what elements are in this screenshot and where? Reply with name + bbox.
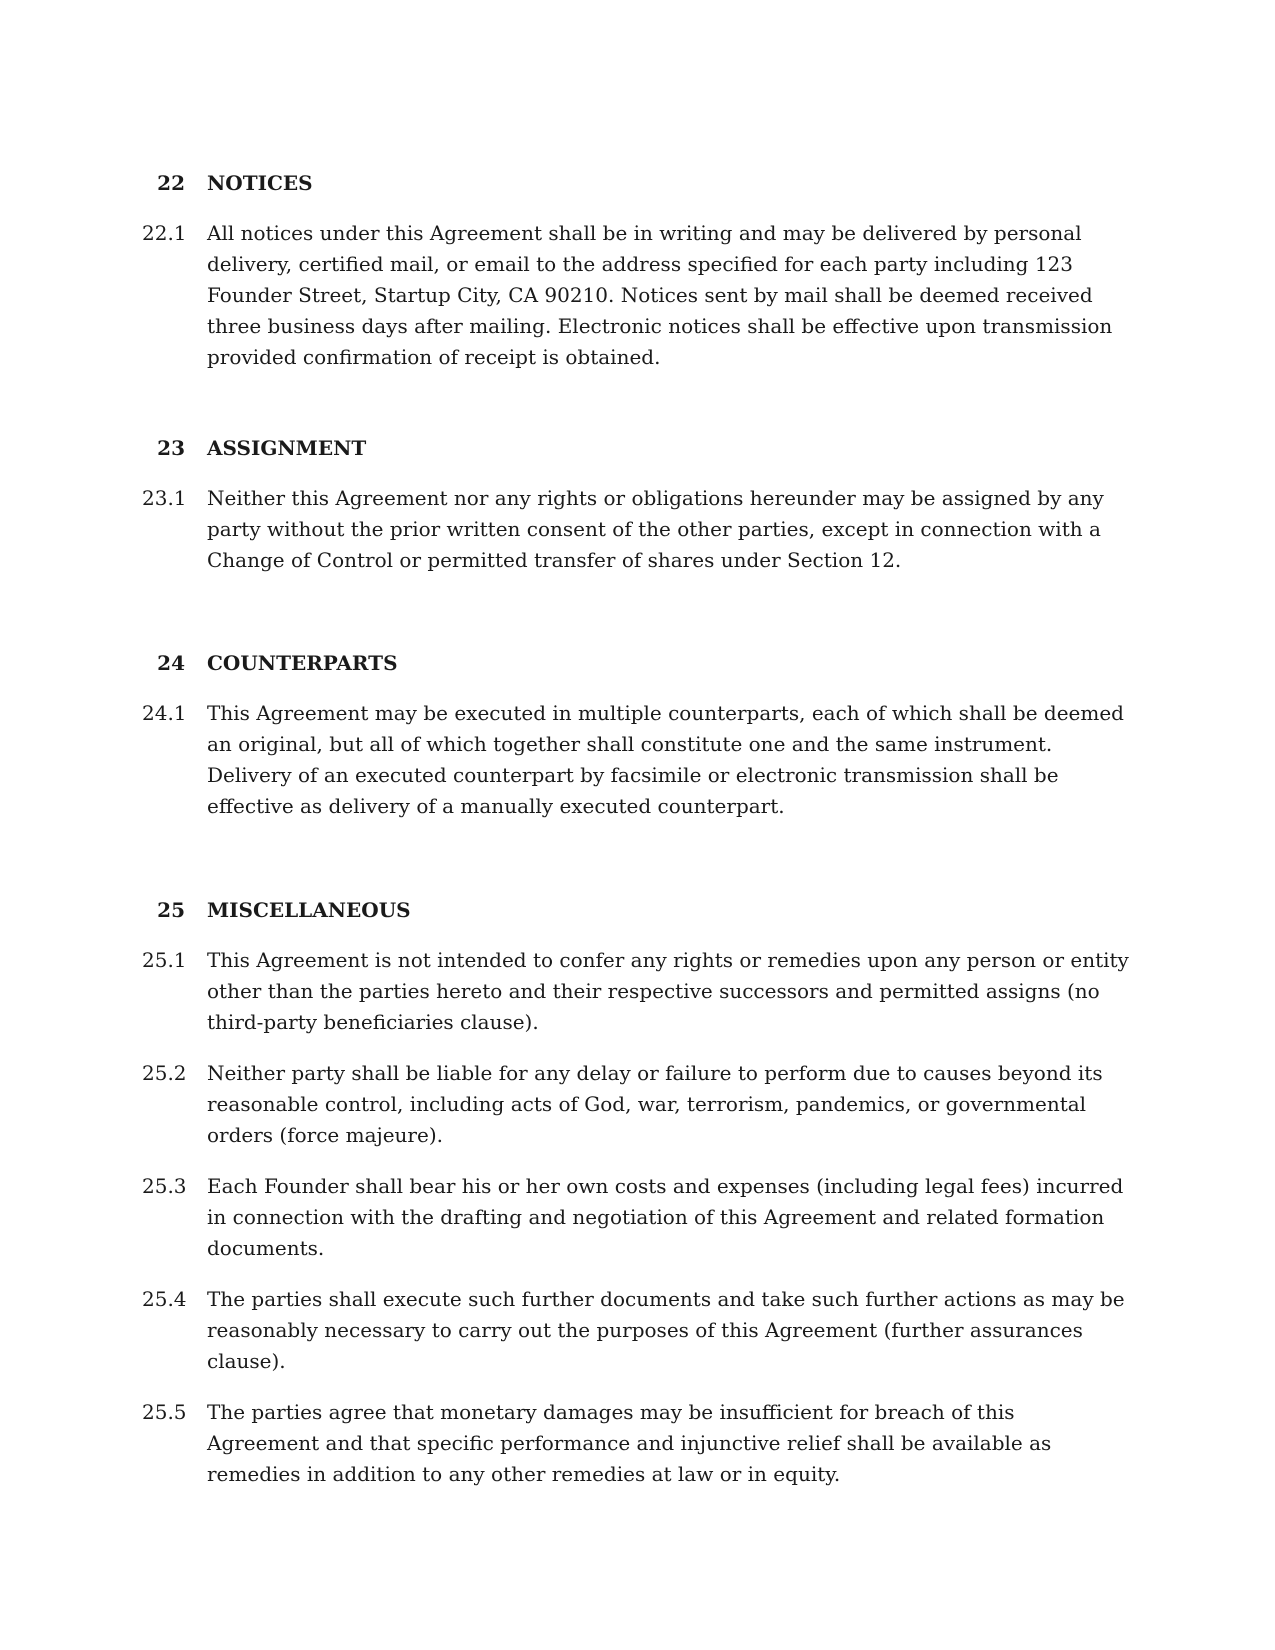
section-title: NOTICES [207,171,313,195]
clause [0,1397,1275,1490]
clause-number: 22.1 [142,221,187,245]
clause-number: 25.4 [142,1287,187,1311]
section-title: COUNTERPARTS [207,651,398,675]
clause [0,945,1275,1038]
clause-text: This Agreement may be executed in multiple counterparts, each of which shall be deemed an original, but all of which together shall constitute one and the same instrument. Delivery of an executed counterpart by facsimile or electronic transmission shall be effective as delivery of a manually executed counterpart. [207,701,1124,818]
clause [0,1058,1275,1151]
clause [0,1171,1275,1264]
section-number: 22 [157,171,185,195]
clause-number: 25.3 [142,1174,187,1198]
clause-number: 25.5 [142,1400,187,1424]
clause-number: 24.1 [142,701,187,725]
section-heading [0,895,1275,925]
clause-text: Each Founder shall bear his or her own costs and expenses (including legal fees) incurred in connection with the drafting and negotiation of this Agreement and related formation documents. [207,1174,1124,1260]
clause-text: The parties shall execute such further documents and take such further actions as may be reasonably necessary to carry out the purposes of this Agreement (further assurances clause). [207,1287,1125,1373]
section-number: 23 [157,436,185,460]
section-heading [0,168,1275,198]
clause-text: All notices under this Agreement shall be in writing and may be delivered by personal delivery, certified mail, or email to the address specified for each party including 123 Founder Street, Startup City, CA 90210. Notices sent by mail shall be deemed received three business days after mailing. Electronic notices shall be effective upon transmission provided confirmation of receipt is obtained. [207,221,1113,369]
clause-number: 23.1 [142,486,187,510]
clause [0,483,1275,576]
section-heading [0,433,1275,463]
section-heading [0,648,1275,678]
section-counterparts [0,648,1275,822]
section-number: 25 [157,898,185,922]
clause [0,698,1275,822]
section-number: 24 [157,651,185,675]
clause-text: This Agreement is not intended to confer any rights or remedies upon any person or entity other than the parties hereto and their respective successors and permitted assigns (no third-party beneficiaries clause). [207,948,1129,1034]
clause-text: Neither party shall be liable for any delay or failure to perform due to causes beyond its reasonable control, including acts of God, war, terrorism, pandemics, or governmental orders (force majeure). [207,1061,1103,1147]
section-notices [0,168,1275,373]
clause-text: The parties agree that monetary damages may be insufficient for breach of this Agreement and that specific performance and injunctive relief shall be available as remedies in addition to any other remedies at law or in equity. [207,1400,1052,1486]
clause-text: Neither this Agreement nor any rights or obligations hereunder may be assigned by any party without the prior written consent of the other parties, except in connection with a Change of Control or permitted transfer of shares under Section 12. [207,486,1104,572]
clause-number: 25.2 [142,1061,187,1085]
section-title: ASSIGNMENT [207,436,367,460]
clause [0,218,1275,373]
section-assignment [0,433,1275,576]
section-miscellaneous [0,895,1275,1490]
clause-number: 25.1 [142,948,187,972]
section-title: MISCELLANEOUS [207,898,411,922]
clause [0,1284,1275,1377]
